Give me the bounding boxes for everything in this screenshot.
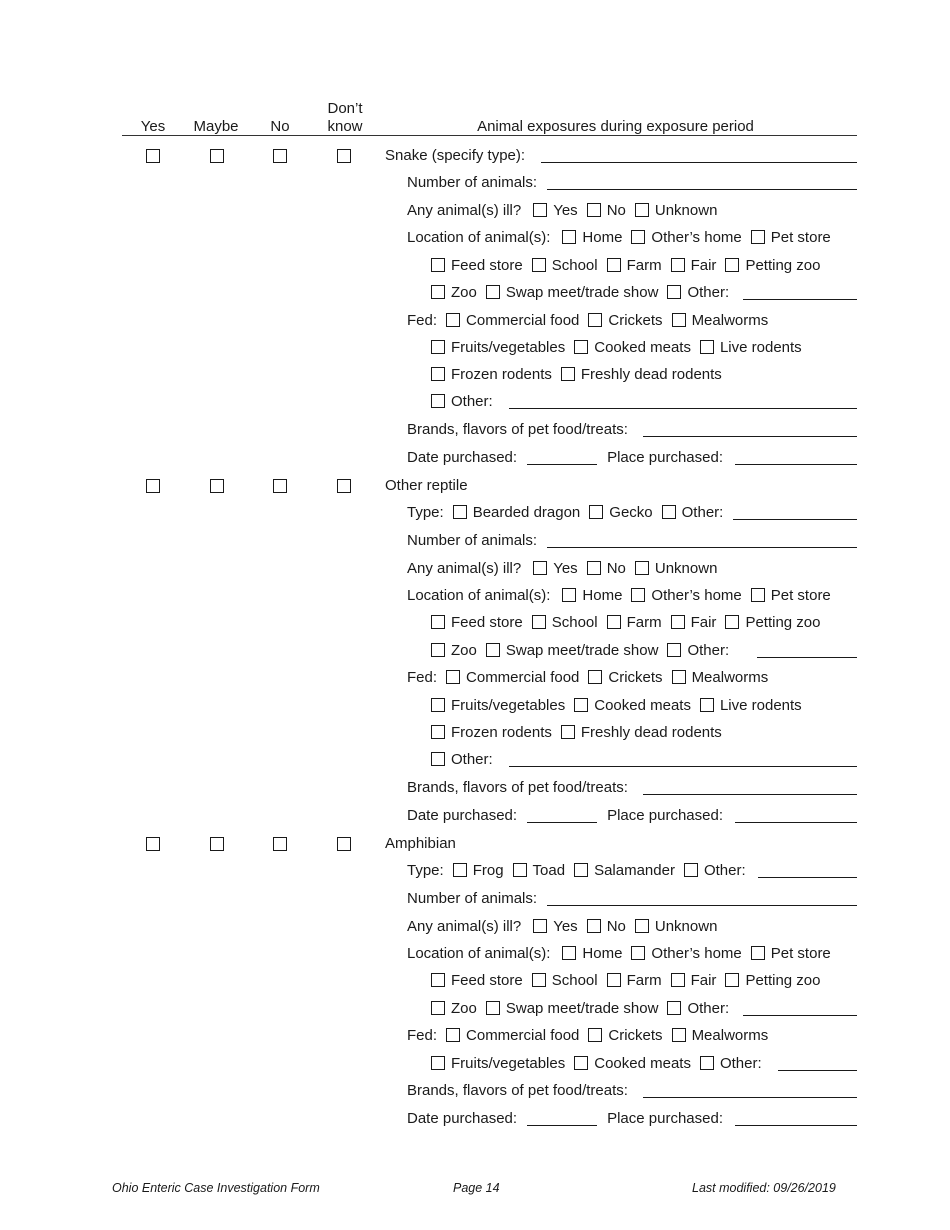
amphibian-date-field[interactable] xyxy=(527,1111,597,1126)
snake-loc-fair-checkbox[interactable] xyxy=(671,258,685,272)
reptile-fed-cooked-meats[interactable] xyxy=(574,697,691,714)
amphibian-type-salamander-label: Salamander xyxy=(594,861,675,879)
snake-loc-swap-meet[interactable] xyxy=(486,284,659,301)
reptile-loc-petting-zoo-checkbox[interactable] xyxy=(725,615,739,629)
snake-fed-cooked-meats[interactable] xyxy=(574,339,691,356)
reptile-ill-unknown[interactable] xyxy=(635,560,718,577)
reptile-type-other-checkbox[interactable] xyxy=(662,505,676,519)
snake-fed-fruits-checkbox[interactable] xyxy=(431,340,445,354)
snake-loc-pet-store-label: Pet store xyxy=(770,228,831,246)
snake-loc-others-home[interactable] xyxy=(631,229,741,246)
amphibian-loc-home-label: Home xyxy=(582,944,623,962)
snake-loc-school-label: School xyxy=(551,256,598,274)
amphibian-loc-other-field[interactable] xyxy=(743,1001,857,1016)
reptile-fed-other[interactable] xyxy=(431,751,493,768)
snake-loc-petting-zoo-checkbox[interactable] xyxy=(725,258,739,272)
reptile-fed-fruits-checkbox[interactable] xyxy=(431,698,445,712)
amphibian-fed-mealworms[interactable] xyxy=(672,1027,769,1044)
reptile-label: Other reptile xyxy=(385,476,468,494)
amphibian-number-field[interactable] xyxy=(547,891,857,906)
amphibian-ill-no[interactable] xyxy=(587,918,626,935)
amphibian-type-frog-label: Frog xyxy=(472,861,504,879)
amphibian-maybe-checkbox[interactable] xyxy=(210,837,224,851)
snake-ill-unknown-checkbox[interactable] xyxy=(635,203,649,217)
reptile-fed-freshly-dead-checkbox[interactable] xyxy=(561,725,575,739)
amphibian-fed-other[interactable] xyxy=(700,1055,762,1072)
reptile-ill-label: Any animal(s) ill? xyxy=(407,559,522,577)
amphibian-fed-commercial-checkbox[interactable] xyxy=(446,1028,460,1042)
reptile-brands-label: Brands, flavors of pet food/treats: xyxy=(407,778,628,796)
reptile-loc-farm[interactable] xyxy=(607,614,662,631)
amphibian-location-label: Location of animal(s): xyxy=(407,944,551,962)
amphibian-loc-farm[interactable] xyxy=(607,972,662,989)
snake-place-label: Place purchased: xyxy=(607,448,723,466)
reptile-loc-others-home[interactable] xyxy=(631,587,741,604)
header-dont-know-line1: Don’t xyxy=(327,100,363,117)
reptile-ill-unknown-label: Unknown xyxy=(654,559,718,577)
snake-loc-farm[interactable] xyxy=(607,257,662,274)
snake-fed-fruits-label: Fruits/vegetables xyxy=(451,338,566,356)
amphibian-fed-other-field[interactable] xyxy=(778,1056,857,1071)
snake-fed-mealworms-label: Mealworms xyxy=(691,311,769,329)
amphibian-fed-cooked-meats-checkbox[interactable] xyxy=(574,1056,588,1070)
snake-type-field[interactable] xyxy=(541,148,857,163)
amphibian-loc-pet-store-checkbox[interactable] xyxy=(751,946,765,960)
reptile-loc-pet-store[interactable] xyxy=(751,587,831,604)
reptile-fed-cooked-meats-label: Cooked meats xyxy=(594,696,691,714)
snake-loc-other-label: Other: xyxy=(687,283,730,301)
amphibian-ill-no-checkbox[interactable] xyxy=(587,919,601,933)
amphibian-fed-commercial-label: Commercial food xyxy=(466,1026,580,1044)
amphibian-yes-checkbox[interactable] xyxy=(146,837,160,851)
reptile-ill-no-label: No xyxy=(606,559,626,577)
snake-dont-know-checkbox[interactable] xyxy=(337,149,351,163)
amphibian-fed-cooked-meats-label: Cooked meats xyxy=(594,1054,691,1072)
reptile-date-label: Date purchased: xyxy=(407,806,518,824)
amphibian-loc-pet-store-label: Pet store xyxy=(770,944,831,962)
snake-loc-petting-zoo-label: Petting zoo xyxy=(745,256,821,274)
snake-fed-commercial-label: Commercial food xyxy=(466,311,580,329)
reptile-fed-commercial-checkbox[interactable] xyxy=(446,670,460,684)
reptile-ill-unknown-checkbox[interactable] xyxy=(635,561,649,575)
reptile-dont-know-checkbox[interactable] xyxy=(337,479,351,493)
snake-number-field[interactable] xyxy=(547,175,857,190)
reptile-loc-farm-label: Farm xyxy=(626,613,662,631)
snake-fed-crickets[interactable] xyxy=(588,312,662,329)
amphibian-loc-feed-store[interactable] xyxy=(431,972,523,989)
amphibian-loc-other-checkbox[interactable] xyxy=(667,1001,681,1015)
snake-loc-pet-store-checkbox[interactable] xyxy=(751,230,765,244)
header-dont-know xyxy=(322,100,368,136)
snake-fed-crickets-checkbox[interactable] xyxy=(588,313,602,327)
snake-ill-yes-checkbox[interactable] xyxy=(533,203,547,217)
snake-fed-freshly-dead-label: Freshly dead rodents xyxy=(580,365,722,383)
amphibian-loc-fair-checkbox[interactable] xyxy=(671,973,685,987)
reptile-no-checkbox[interactable] xyxy=(273,479,287,493)
reptile-loc-school-label: School xyxy=(551,613,598,631)
reptile-type-bearded-dragon-label: Bearded dragon xyxy=(472,503,581,521)
snake-fed-other-checkbox[interactable] xyxy=(431,394,445,408)
amphibian-type-label: Type: xyxy=(407,861,444,879)
amphibian-loc-others-home[interactable] xyxy=(631,945,741,962)
amphibian-loc-others-home-label: Other’s home xyxy=(651,944,742,962)
reptile-loc-swap-meet-label: Swap meet/trade show xyxy=(505,641,659,659)
snake-fed-frozen-rodents-checkbox[interactable] xyxy=(431,367,445,381)
snake-loc-feed-store-label: Feed store xyxy=(451,256,523,274)
snake-fed-other-label: Other: xyxy=(451,392,493,410)
reptile-loc-school-checkbox[interactable] xyxy=(532,615,546,629)
snake-loc-school-checkbox[interactable] xyxy=(532,258,546,272)
snake-ill-label: Any animal(s) ill? xyxy=(407,201,522,219)
reptile-fed-other-label: Other: xyxy=(451,750,493,768)
reptile-type-gecko-checkbox[interactable] xyxy=(589,505,603,519)
snake-fed-frozen-rodents-label: Frozen rodents xyxy=(451,365,552,383)
amphibian-type-other[interactable] xyxy=(684,862,746,879)
amphibian-fed-fruits[interactable] xyxy=(431,1055,565,1072)
amphibian-loc-school-label: School xyxy=(551,971,598,989)
amphibian-loc-home-checkbox[interactable] xyxy=(562,946,576,960)
reptile-loc-fair[interactable] xyxy=(671,614,717,631)
amphibian-type-salamander-checkbox[interactable] xyxy=(574,863,588,877)
reptile-loc-home-label: Home xyxy=(582,586,623,604)
amphibian-type-toad[interactable] xyxy=(513,862,566,879)
reptile-type-other[interactable] xyxy=(662,504,724,521)
reptile-loc-zoo-label: Zoo xyxy=(451,641,477,659)
reptile-loc-school[interactable] xyxy=(532,614,598,631)
snake-loc-home-checkbox[interactable] xyxy=(562,230,576,244)
snake-loc-feed-store-checkbox[interactable] xyxy=(431,258,445,272)
snake-fed-other-field[interactable] xyxy=(509,394,857,409)
reptile-number-label: Number of animals: xyxy=(407,531,538,549)
snake-loc-fair[interactable] xyxy=(671,257,717,274)
amphibian-loc-pet-store[interactable] xyxy=(751,945,831,962)
snake-fed-crickets-label: Crickets xyxy=(608,311,663,329)
snake-loc-school[interactable] xyxy=(532,257,598,274)
amphibian-ill-label: Any animal(s) ill? xyxy=(407,917,522,935)
snake-loc-other-field[interactable] xyxy=(743,285,857,300)
snake-yes-checkbox[interactable] xyxy=(146,149,160,163)
snake-fed-frozen-rodents[interactable] xyxy=(431,366,552,383)
snake-fed-commercial-checkbox[interactable] xyxy=(446,313,460,327)
reptile-loc-feed-store-label: Feed store xyxy=(451,613,523,631)
reptile-type-other-label: Other: xyxy=(681,503,724,521)
amphibian-loc-other[interactable] xyxy=(667,1000,729,1017)
amphibian-fed-commercial[interactable] xyxy=(446,1027,579,1044)
reptile-loc-other-field[interactable] xyxy=(757,643,857,658)
reptile-loc-home-checkbox[interactable] xyxy=(562,588,576,602)
reptile-fed-mealworms-checkbox[interactable] xyxy=(672,670,686,684)
snake-ill-yes[interactable] xyxy=(533,202,577,219)
reptile-ill-yes[interactable] xyxy=(533,560,577,577)
amphibian-loc-petting-zoo[interactable] xyxy=(725,972,820,989)
amphibian-ill-yes[interactable] xyxy=(533,918,577,935)
snake-fed-mealworms[interactable] xyxy=(672,312,769,329)
snake-loc-home-label: Home xyxy=(582,228,623,246)
reptile-fed-cooked-meats-checkbox[interactable] xyxy=(574,698,588,712)
amphibian-ill-unknown[interactable] xyxy=(635,918,718,935)
amphibian-brands-field[interactable] xyxy=(643,1083,857,1098)
amphibian-place-field[interactable] xyxy=(735,1111,857,1126)
amphibian-loc-school[interactable] xyxy=(532,972,598,989)
reptile-maybe-checkbox[interactable] xyxy=(210,479,224,493)
amphibian-loc-feed-store-label: Feed store xyxy=(451,971,523,989)
amphibian-fed-fruits-checkbox[interactable] xyxy=(431,1056,445,1070)
amphibian-type-salamander[interactable] xyxy=(574,862,675,879)
amphibian-fed-fruits-label: Fruits/vegetables xyxy=(451,1054,566,1072)
snake-fed-fruits[interactable] xyxy=(431,339,565,356)
snake-ill-no-label: No xyxy=(606,201,626,219)
reptile-fed-fruits[interactable] xyxy=(431,697,565,714)
snake-row xyxy=(0,144,950,171)
snake-ill-unknown[interactable] xyxy=(635,202,718,219)
snake-fed-cooked-meats-label: Cooked meats xyxy=(594,338,691,356)
amphibian-loc-farm-label: Farm xyxy=(626,971,662,989)
reptile-fed-label: Fed: xyxy=(407,668,438,686)
footer-form-name: Ohio Enteric Case Investigation Form xyxy=(112,1181,320,1195)
reptile-loc-others-home-label: Other’s home xyxy=(651,586,742,604)
snake-date-label: Date purchased: xyxy=(407,448,518,466)
reptile-type-other-field[interactable] xyxy=(733,505,857,520)
snake-date-field[interactable] xyxy=(527,450,597,465)
amphibian-fed-crickets-checkbox[interactable] xyxy=(588,1028,602,1042)
snake-label: Snake (specify type): xyxy=(385,146,526,164)
reptile-loc-fair-checkbox[interactable] xyxy=(671,615,685,629)
amphibian-type-other-field[interactable] xyxy=(758,863,857,878)
reptile-fed-crickets[interactable] xyxy=(588,669,662,686)
snake-loc-others-home-label: Other’s home xyxy=(651,228,742,246)
amphibian-type-other-checkbox[interactable] xyxy=(684,863,698,877)
reptile-fed-mealworms-label: Mealworms xyxy=(691,668,769,686)
amphibian-ill-unknown-checkbox[interactable] xyxy=(635,919,649,933)
reptile-number-field[interactable] xyxy=(547,533,857,548)
amphibian-date-label: Date purchased: xyxy=(407,1109,518,1127)
header-yes: Yes xyxy=(140,118,166,135)
amphibian-label: Amphibian xyxy=(385,834,456,852)
amphibian-loc-feed-store-checkbox[interactable] xyxy=(431,973,445,987)
snake-fed-live-rodents[interactable] xyxy=(700,339,802,356)
amphibian-fed-mealworms-label: Mealworms xyxy=(691,1026,769,1044)
snake-loc-zoo-label: Zoo xyxy=(451,283,477,301)
snake-fed-other[interactable] xyxy=(431,393,493,410)
reptile-fed-live-rodents-label: Live rodents xyxy=(719,696,802,714)
reptile-loc-feed-store[interactable] xyxy=(431,614,523,631)
reptile-date-field[interactable] xyxy=(527,808,597,823)
snake-maybe-checkbox[interactable] xyxy=(210,149,224,163)
reptile-loc-other-label: Other: xyxy=(687,641,730,659)
amphibian-dont-know-checkbox[interactable] xyxy=(337,837,351,851)
amphibian-loc-swap-meet-label: Swap meet/trade show xyxy=(505,999,659,1017)
amphibian-fed-label: Fed: xyxy=(407,1026,438,1044)
snake-fed-freshly-dead[interactable] xyxy=(561,366,722,383)
amphibian-fed-other-checkbox[interactable] xyxy=(700,1056,714,1070)
reptile-loc-petting-zoo-label: Petting zoo xyxy=(745,613,821,631)
snake-brands-label: Brands, flavors of pet food/treats: xyxy=(407,420,628,438)
reptile-type-gecko[interactable] xyxy=(589,504,652,521)
snake-loc-other[interactable] xyxy=(667,284,729,301)
amphibian-fed-mealworms-checkbox[interactable] xyxy=(672,1028,686,1042)
amphibian-loc-zoo[interactable] xyxy=(431,1000,477,1017)
reptile-fed-freshly-dead[interactable] xyxy=(561,724,722,741)
amphibian-loc-petting-zoo-label: Petting zoo xyxy=(745,971,821,989)
reptile-place-label: Place purchased: xyxy=(607,806,723,824)
snake-loc-pet-store[interactable] xyxy=(751,229,831,246)
reptile-place-field[interactable] xyxy=(735,808,857,823)
amphibian-ill-unknown-label: Unknown xyxy=(654,917,718,935)
amphibian-loc-zoo-label: Zoo xyxy=(451,999,477,1017)
amphibian-loc-swap-meet[interactable] xyxy=(486,1000,659,1017)
snake-fed-mealworms-checkbox[interactable] xyxy=(672,313,686,327)
snake-loc-others-home-checkbox[interactable] xyxy=(631,230,645,244)
reptile-loc-other-checkbox[interactable] xyxy=(667,643,681,657)
reptile-fed-crickets-checkbox[interactable] xyxy=(588,670,602,684)
amphibian-ill-yes-label: Yes xyxy=(553,917,578,935)
amphibian-fed-other-label: Other: xyxy=(719,1054,762,1072)
reptile-yes-checkbox[interactable] xyxy=(146,479,160,493)
amphibian-loc-petting-zoo-checkbox[interactable] xyxy=(725,973,739,987)
reptile-loc-swap-meet-checkbox[interactable] xyxy=(486,643,500,657)
reptile-loc-farm-checkbox[interactable] xyxy=(607,615,621,629)
amphibian-type-toad-checkbox[interactable] xyxy=(513,863,527,877)
reptile-loc-home[interactable] xyxy=(562,587,622,604)
snake-loc-swap-meet-checkbox[interactable] xyxy=(486,285,500,299)
reptile-loc-others-home-checkbox[interactable] xyxy=(631,588,645,602)
header-no: No xyxy=(270,118,290,135)
header-dont-know-line2: know xyxy=(327,118,363,135)
amphibian-row xyxy=(0,832,950,859)
footer-page-number: Page 14 xyxy=(453,1181,500,1195)
reptile-ill-yes-label: Yes xyxy=(553,559,578,577)
reptile-row xyxy=(0,474,950,501)
header-maybe: Maybe xyxy=(193,118,239,135)
amphibian-loc-farm-checkbox[interactable] xyxy=(607,973,621,987)
snake-loc-farm-checkbox[interactable] xyxy=(607,258,621,272)
amphibian-loc-swap-meet-checkbox[interactable] xyxy=(486,1001,500,1015)
reptile-fed-other-checkbox[interactable] xyxy=(431,752,445,766)
reptile-fed-frozen-rodents-label: Frozen rodents xyxy=(451,723,552,741)
amphibian-type-frog[interactable] xyxy=(453,862,504,879)
snake-fed-live-rodents-label: Live rodents xyxy=(719,338,802,356)
snake-ill-yes-label: Yes xyxy=(553,201,578,219)
snake-loc-other-checkbox[interactable] xyxy=(667,285,681,299)
snake-loc-zoo-checkbox[interactable] xyxy=(431,285,445,299)
amphibian-fed-crickets[interactable] xyxy=(588,1027,662,1044)
reptile-loc-zoo[interactable] xyxy=(431,642,477,659)
reptile-ill-no[interactable] xyxy=(587,560,626,577)
reptile-location-label: Location of animal(s): xyxy=(407,586,551,604)
reptile-loc-pet-store-label: Pet store xyxy=(770,586,831,604)
snake-loc-swap-meet-label: Swap meet/trade show xyxy=(505,283,659,301)
snake-fed-freshly-dead-checkbox[interactable] xyxy=(561,367,575,381)
amphibian-type-toad-label: Toad xyxy=(532,861,566,879)
amphibian-loc-fair[interactable] xyxy=(671,972,717,989)
snake-fed-cooked-meats-checkbox[interactable] xyxy=(574,340,588,354)
reptile-loc-feed-store-checkbox[interactable] xyxy=(431,615,445,629)
reptile-type-bearded-dragon-checkbox[interactable] xyxy=(453,505,467,519)
header-divider xyxy=(122,135,857,136)
snake-fed-live-rodents-checkbox[interactable] xyxy=(700,340,714,354)
reptile-brands-field[interactable] xyxy=(643,780,857,795)
amphibian-loc-other-label: Other: xyxy=(687,999,730,1017)
snake-loc-home[interactable] xyxy=(562,229,622,246)
snake-location-label: Location of animal(s): xyxy=(407,228,551,246)
reptile-type-bearded-dragon[interactable] xyxy=(453,504,581,521)
footer-last-modified: Last modified: 09/26/2019 xyxy=(692,1181,836,1195)
amphibian-loc-fair-label: Fair xyxy=(690,971,717,989)
amphibian-type-other-label: Other: xyxy=(703,861,746,879)
amphibian-brands-label: Brands, flavors of pet food/treats: xyxy=(407,1081,628,1099)
reptile-fed-live-rodents[interactable] xyxy=(700,697,802,714)
reptile-type-gecko-label: Gecko xyxy=(609,503,653,521)
amphibian-no-checkbox[interactable] xyxy=(273,837,287,851)
amphibian-loc-others-home-checkbox[interactable] xyxy=(631,946,645,960)
reptile-loc-petting-zoo[interactable] xyxy=(725,614,820,631)
amphibian-place-label: Place purchased: xyxy=(607,1109,723,1127)
amphibian-loc-school-checkbox[interactable] xyxy=(532,973,546,987)
reptile-type-label: Type: xyxy=(407,503,444,521)
snake-loc-farm-label: Farm xyxy=(626,256,662,274)
amphibian-ill-yes-checkbox[interactable] xyxy=(533,919,547,933)
reptile-fed-commercial[interactable] xyxy=(446,669,579,686)
reptile-fed-other-field[interactable] xyxy=(509,752,857,767)
snake-loc-petting-zoo[interactable] xyxy=(725,257,820,274)
reptile-ill-no-checkbox[interactable] xyxy=(587,561,601,575)
header-title: Animal exposures during exposure period xyxy=(477,118,754,135)
snake-loc-zoo[interactable] xyxy=(431,284,477,301)
snake-ill-unknown-label: Unknown xyxy=(654,201,718,219)
reptile-ill-yes-checkbox[interactable] xyxy=(533,561,547,575)
reptile-fed-frozen-rodents-checkbox[interactable] xyxy=(431,725,445,739)
reptile-loc-fair-label: Fair xyxy=(690,613,717,631)
reptile-loc-pet-store-checkbox[interactable] xyxy=(751,588,765,602)
reptile-loc-zoo-checkbox[interactable] xyxy=(431,643,445,657)
reptile-loc-other[interactable] xyxy=(667,642,729,659)
snake-loc-feed-store[interactable] xyxy=(431,257,523,274)
reptile-fed-fruits-label: Fruits/vegetables xyxy=(451,696,566,714)
reptile-fed-mealworms[interactable] xyxy=(672,669,769,686)
reptile-fed-frozen-rodents[interactable] xyxy=(431,724,552,741)
amphibian-loc-zoo-checkbox[interactable] xyxy=(431,1001,445,1015)
reptile-fed-freshly-dead-label: Freshly dead rodents xyxy=(580,723,722,741)
amphibian-number-label: Number of animals: xyxy=(407,889,538,907)
reptile-fed-crickets-label: Crickets xyxy=(608,668,663,686)
amphibian-fed-crickets-label: Crickets xyxy=(608,1026,663,1044)
reptile-fed-commercial-label: Commercial food xyxy=(466,668,580,686)
amphibian-fed-cooked-meats[interactable] xyxy=(574,1055,691,1072)
snake-loc-fair-label: Fair xyxy=(690,256,717,274)
amphibian-type-frog-checkbox[interactable] xyxy=(453,863,467,877)
reptile-fed-live-rodents-checkbox[interactable] xyxy=(700,698,714,712)
snake-place-field[interactable] xyxy=(735,450,857,465)
reptile-loc-swap-meet[interactable] xyxy=(486,642,659,659)
snake-number-label: Number of animals: xyxy=(407,173,538,191)
snake-ill-no[interactable] xyxy=(587,202,626,219)
snake-brands-field[interactable] xyxy=(643,422,857,437)
amphibian-loc-home[interactable] xyxy=(562,945,622,962)
amphibian-ill-no-label: No xyxy=(606,917,626,935)
snake-ill-no-checkbox[interactable] xyxy=(587,203,601,217)
snake-fed-label: Fed: xyxy=(407,311,438,329)
snake-no-checkbox[interactable] xyxy=(273,149,287,163)
snake-fed-commercial[interactable] xyxy=(446,312,579,329)
